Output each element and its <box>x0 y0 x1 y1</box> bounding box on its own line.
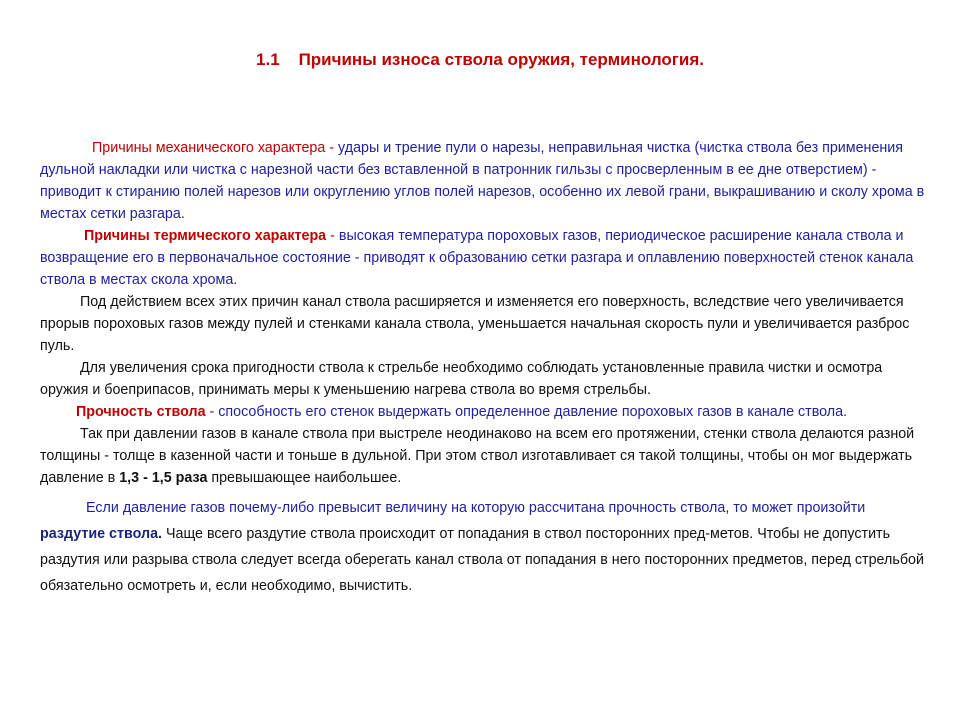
paragraph-thermal-causes <box>40 225 930 291</box>
term-barrel-strength: Прочность ствола <box>76 404 206 420</box>
paragraph-text: Для увеличения срока пригодности ствола к стрельбе необходимо соблюдать установленные правила чистки и осмотра оружия и боеприпасов, принимать меры к уменьшению нагрева ствола во время стрельбы. <box>40 360 883 398</box>
section-number: 1.1 <box>256 50 280 69</box>
term-mechanical: Причины механического характера <box>92 140 326 156</box>
term-dash: - <box>325 140 339 156</box>
paragraph-text: Под действием всех этих причин канал ствола расширяется и изменяется его поверхность, вследствие чего увеличивается прорыв пороховых газов между пулей и стенками канала ствола, уменьшается начальная скорость пули и увеличивается разброс пуль. <box>40 294 910 354</box>
paragraph-prevention <box>40 357 930 401</box>
paragraph-barrel-strength <box>40 401 930 423</box>
paragraph-text: высокая температура пороховых газов, периодическое расширение канала ствола и возвращение его в первоначальное состояние - приводят к образованию сетки разгара и оплавлению поверхностей стенок канала ствола в местах скола хрома. <box>40 228 914 288</box>
paragraph-text-end: превышающее наибольшее. <box>207 470 402 486</box>
term-thermal: Причины термического характера <box>84 228 327 244</box>
pressure-ratio: 1,3 - 1,5 раза <box>119 470 208 486</box>
page-title <box>0 50 960 70</box>
paragraph-mechanical-causes <box>40 137 930 225</box>
term-barrel-bulge: раздутие ствола. <box>40 526 162 542</box>
slide-body <box>40 137 930 599</box>
paragraph-text: Так при давлении газов в канале ствола при выстреле неодинаково на всем его протяжении, стенки ствола делаются разной толщины - толще в казенной части и тоньше в дульной. При этом ствол изготавливает ся такой толщины, чтобы он мог выдержать давление в <box>40 426 915 486</box>
paragraph-wall-thickness <box>40 423 930 489</box>
paragraph-effects <box>40 291 930 357</box>
paragraph-text: удары и трение пули о нарезы, неправильная чистка (чистка ствола без применения дульной накладки или чистка с нарезной части без вставленной в патронник гильзы с просверленным в ее дне отверстием) - приводит к стиранию полей нарезов или округлению углов полей нарезов, особенно их левой грани, выкрашиванию и сколу хрома в местах сетки разгара. <box>40 140 925 222</box>
term-dash: - <box>326 228 339 244</box>
section-title: Причины износа ствола оружия, терминология. <box>298 50 704 69</box>
paragraph-text-blue: Если давление газов почему-либо превысит величину на которую рассчитана прочность ствола, то может произойти <box>86 500 866 516</box>
paragraph-barrel-bulge <box>40 495 930 599</box>
paragraph-text-dark: Чаще всего раздутие ствола происходит от попадания в ствол посторонних пред-метов. Чтобы не допустить раздутия или разрыва ствола следует всегда оберегать канал ствола от попадания в него посторонних предметов, перед стрельбой обязательно осмотреть и, если необходимо, вычистить. <box>40 526 924 594</box>
paragraph-text: - способность его стенок выдержать определенное давление пороховых газов в канале ствола. <box>205 404 848 420</box>
